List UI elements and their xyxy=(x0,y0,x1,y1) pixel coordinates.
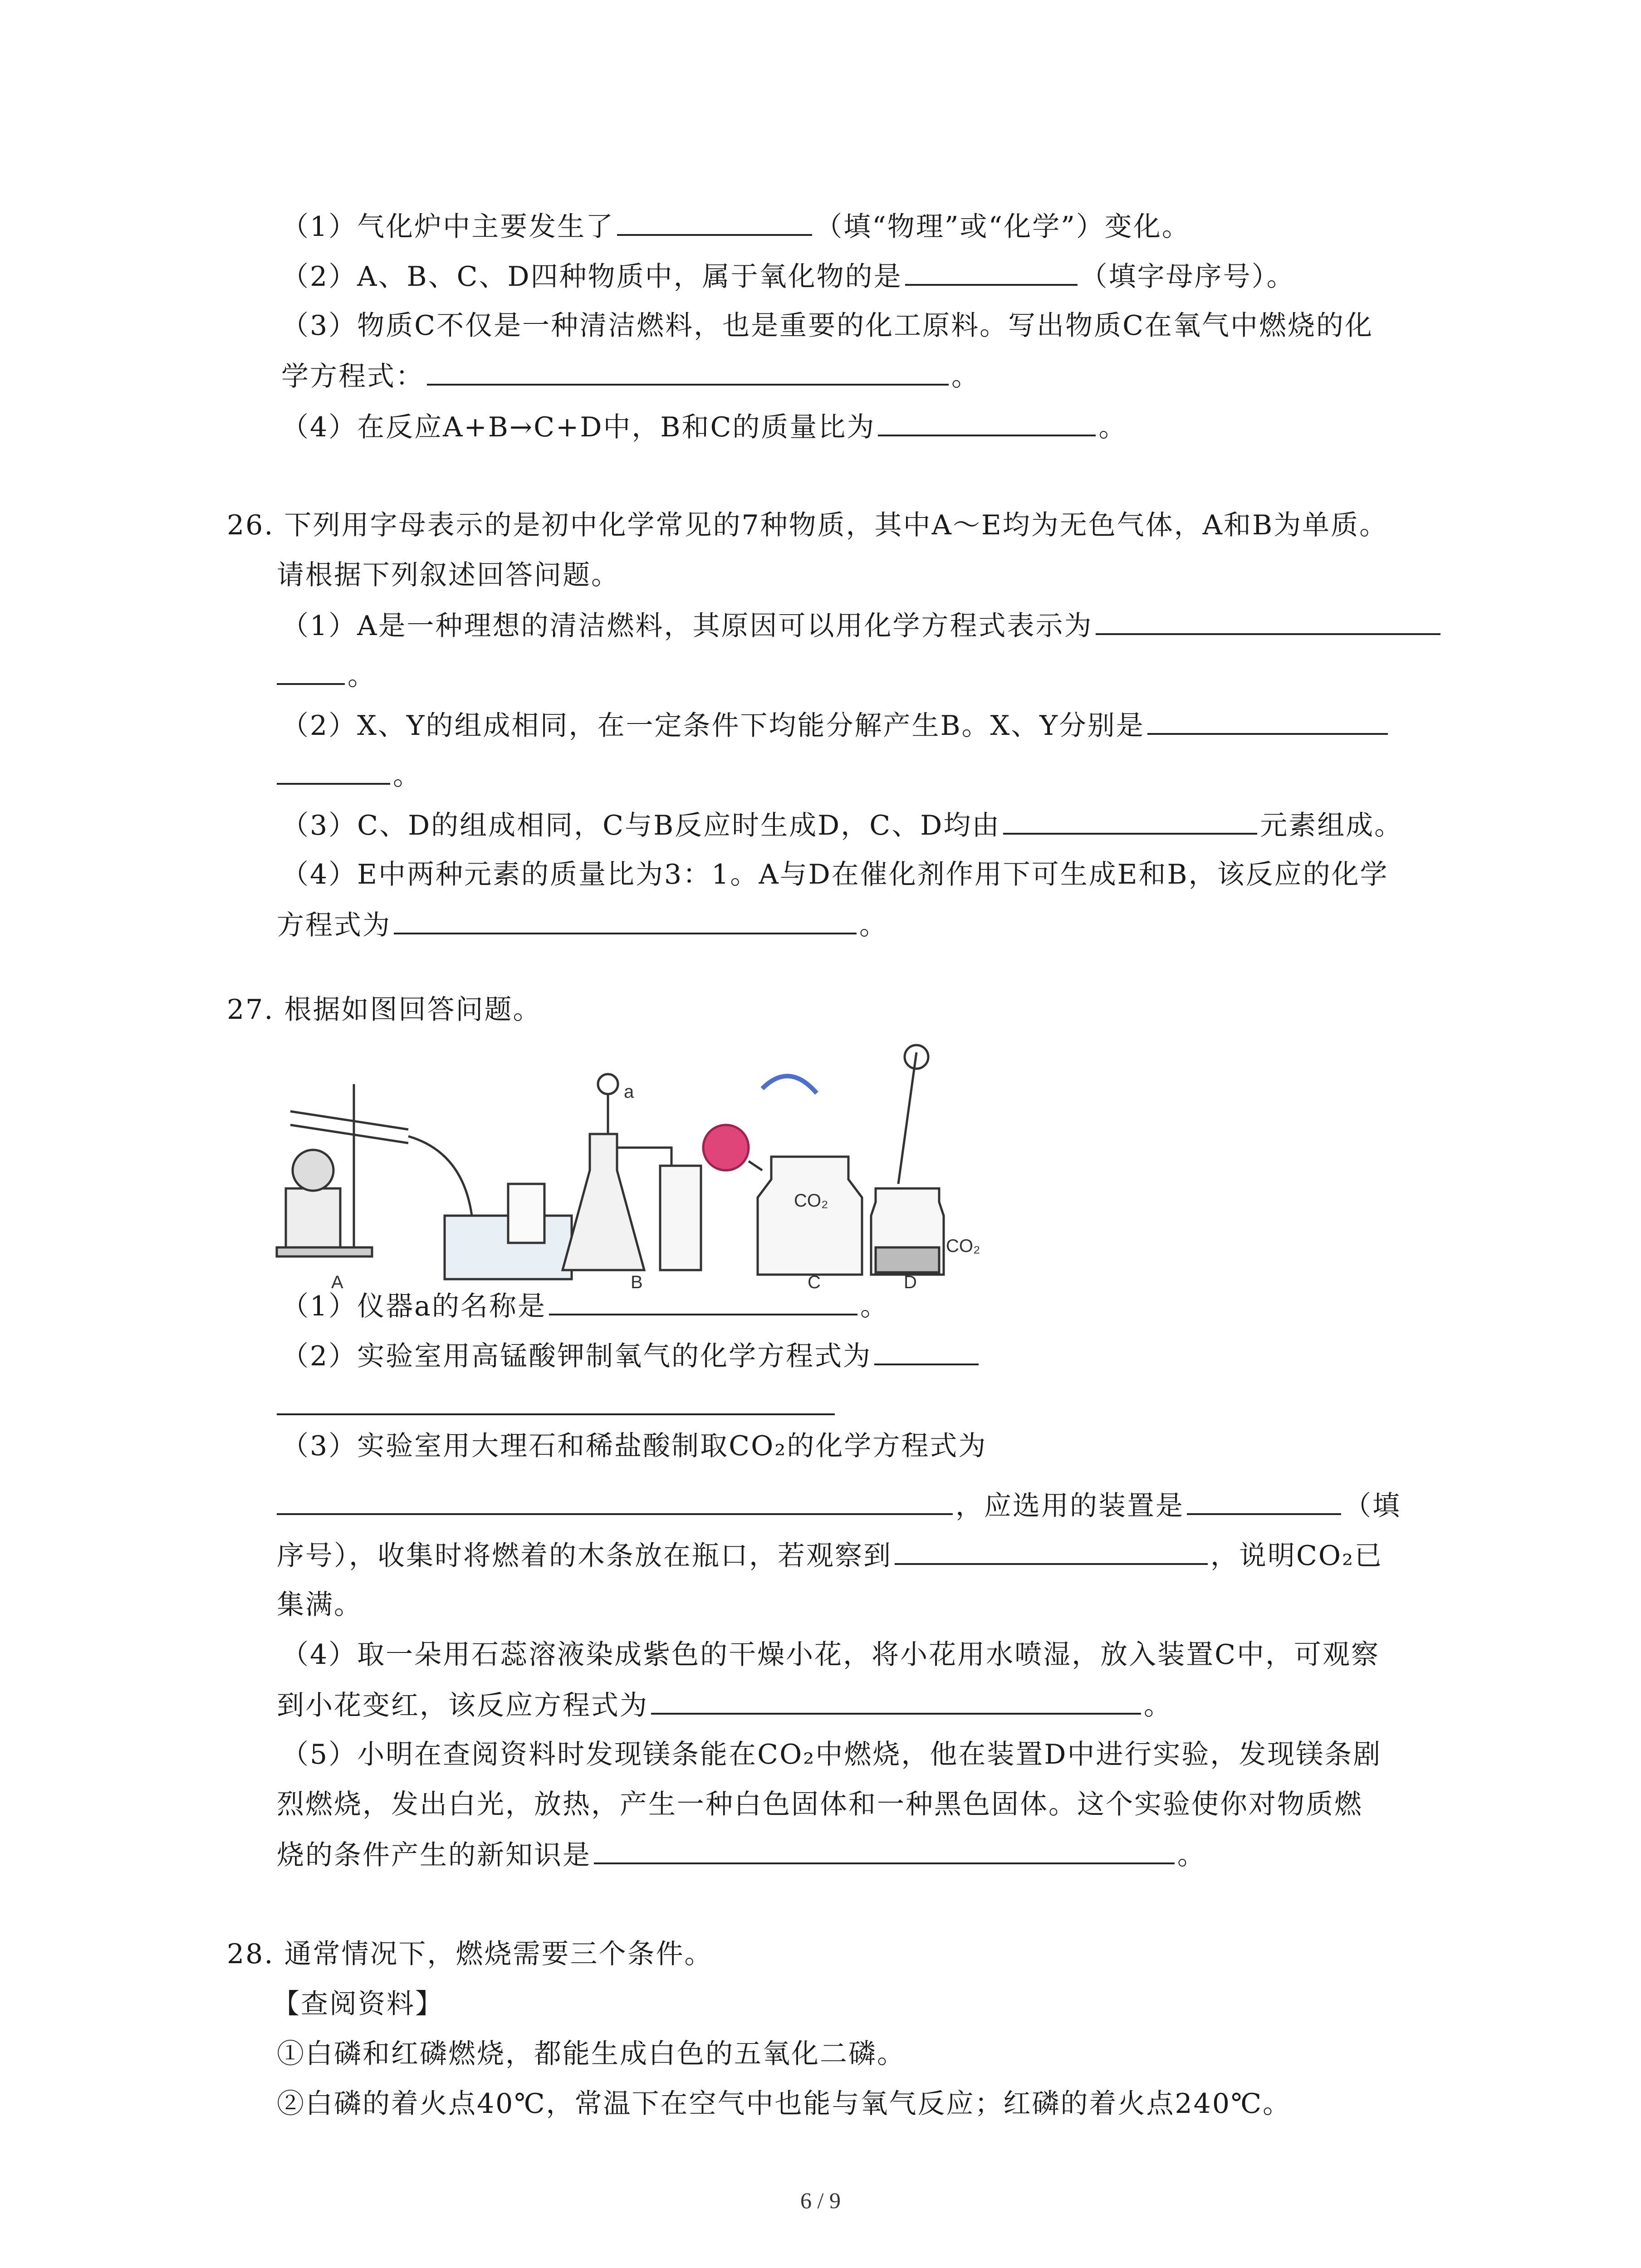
q27-part3-line4: 集满。 xyxy=(277,1589,362,1621)
figure-label-b: B xyxy=(631,1272,643,1292)
device-b xyxy=(563,1074,701,1270)
q28-heading: 【查阅资料】 xyxy=(272,1988,444,2020)
figure-label-instrument-a: a xyxy=(624,1082,634,1102)
q26-part2: （2）X、Y的组成相同，在一定条件下均能分解产生B。X、Y分别是 xyxy=(281,707,1391,744)
q27-part3-line1: （3）实验室用大理石和稀盐酸制取CO₂的化学方程式为 xyxy=(281,1430,987,1462)
q25-part3-line2: 学方程式： 。 xyxy=(281,357,980,395)
answer-blank[interactable] xyxy=(1003,807,1257,835)
answer-blank[interactable] xyxy=(1096,607,1440,635)
q27-part4-line1: （4）取一朵用石蕊溶液染成紫色的干燥小花，将小花用水喷湿，放入装置C中，可观察 xyxy=(281,1639,1380,1671)
figure-label-a: A xyxy=(331,1272,343,1292)
answer-blank[interactable] xyxy=(427,357,949,386)
answer-blank[interactable] xyxy=(277,657,345,685)
q28-resource-2: ②白磷的着火点40℃，常温下在空气中也能与氧气反应；红磷的着火点240℃。 xyxy=(277,2088,1292,2120)
answer-blank[interactable] xyxy=(617,208,812,236)
device-d xyxy=(871,1045,944,1275)
answer-blank[interactable] xyxy=(394,906,857,934)
q27-part3-line2: ，应选用的装置是 （填 xyxy=(277,1487,1401,1524)
q27-stem: 27. 根据如图回答问题。 xyxy=(227,994,542,1026)
answer-blank[interactable] xyxy=(277,1487,953,1515)
q26-part2-cont: 。 xyxy=(277,757,421,794)
q26-part1: （1）A是一种理想的清洁燃料，其原因可以用化学方程式表示为 xyxy=(281,607,1443,644)
q27-part2: （2）实验室用高锰酸钾制氧气的化学方程式为 xyxy=(281,1337,981,1374)
q26-stem-line1: 26. 下列用字母表示的是初中化学常见的7种物质，其中A～E均为无色气体，A和B为单质。 xyxy=(227,509,1388,541)
q28-resource-1: ①白磷和红磷燃烧，都能生成白色的五氧化二磷。 xyxy=(277,2038,906,2070)
answer-blank[interactable] xyxy=(874,1337,979,1365)
figure-label-d: D xyxy=(904,1272,917,1292)
q26-part1-cont: 。 xyxy=(277,657,376,694)
lab-apparatus-figure xyxy=(272,1034,980,1292)
figure-label-co2-d: CO₂ xyxy=(946,1236,980,1256)
page-number: 6 / 9 xyxy=(800,2188,841,2213)
answer-blank[interactable] xyxy=(277,757,390,785)
answer-blank[interactable] xyxy=(1187,1487,1341,1515)
q25-part4: （4）在反应A+B→C+D中，B和C的质量比为 。 xyxy=(281,408,1127,445)
q26-part4-line2: 方程式为 。 xyxy=(277,906,888,943)
q25-part1: （1）气化炉中主要发生了 （填“物理”或“化学”）变化。 xyxy=(281,208,1190,245)
q27-part5-line1: （5）小明在查阅资料时发现镁条能在CO₂中燃烧，他在装置D中进行实验，发现镁条剧 xyxy=(281,1739,1382,1770)
q26-stem-line2: 请根据下列叙述回答问题。 xyxy=(277,559,620,591)
figure-label-co2-c: CO₂ xyxy=(794,1191,828,1211)
answer-blank[interactable] xyxy=(878,408,1096,436)
answer-blank[interactable] xyxy=(1147,707,1388,735)
answer-blank[interactable] xyxy=(549,1287,857,1315)
q28-stem: 28. 通常情况下，燃烧需要三个条件。 xyxy=(227,1938,713,1970)
figure-label-c: C xyxy=(808,1272,821,1292)
q27-part1: （1）仪器a的名称是 。 xyxy=(281,1287,889,1325)
q25-part2: （2）A、B、C、D四种物质中，属于氧化物的是 （填字母序号）。 xyxy=(281,258,1295,295)
device-c xyxy=(703,1076,862,1275)
q27-part5-line2: 烈燃烧，发出白光，放热，产生一种白色固体和一种黑色固体。这个实验使你对物质燃 xyxy=(277,1789,1363,1820)
q27-part5-line3: 烧的条件产生的新知识是 。 xyxy=(277,1836,1206,1873)
device-a xyxy=(277,1084,572,1279)
q25-part3-line1: （3）物质C不仅是一种清洁燃料，也是重要的化工原料。写出物质C在氧气中燃烧的化 xyxy=(281,310,1373,342)
q26-part4-line1: （4）E中两种元素的质量比为3：1。A与D在催化剂作用下可生成E和B，该反应的化学 xyxy=(281,859,1389,890)
answer-blank[interactable] xyxy=(905,258,1078,286)
answer-blank[interactable] xyxy=(651,1686,1141,1715)
answer-blank[interactable] xyxy=(277,1387,835,1415)
q27-part3-line3: 序号），收集时将燃着的木条放在瓶口，若观察到 ，说明CO₂已 xyxy=(277,1537,1383,1574)
q27-part4-line2: 到小花变红，该反应方程式为 。 xyxy=(277,1686,1172,1724)
answer-blank[interactable] xyxy=(895,1537,1208,1565)
answer-blank[interactable] xyxy=(594,1836,1175,1864)
q26-part3: （3）C、D的组成相同，C与B反应时生成D，C、D均由 元素组成。 xyxy=(281,807,1403,844)
q27-part2-cont xyxy=(277,1387,838,1424)
